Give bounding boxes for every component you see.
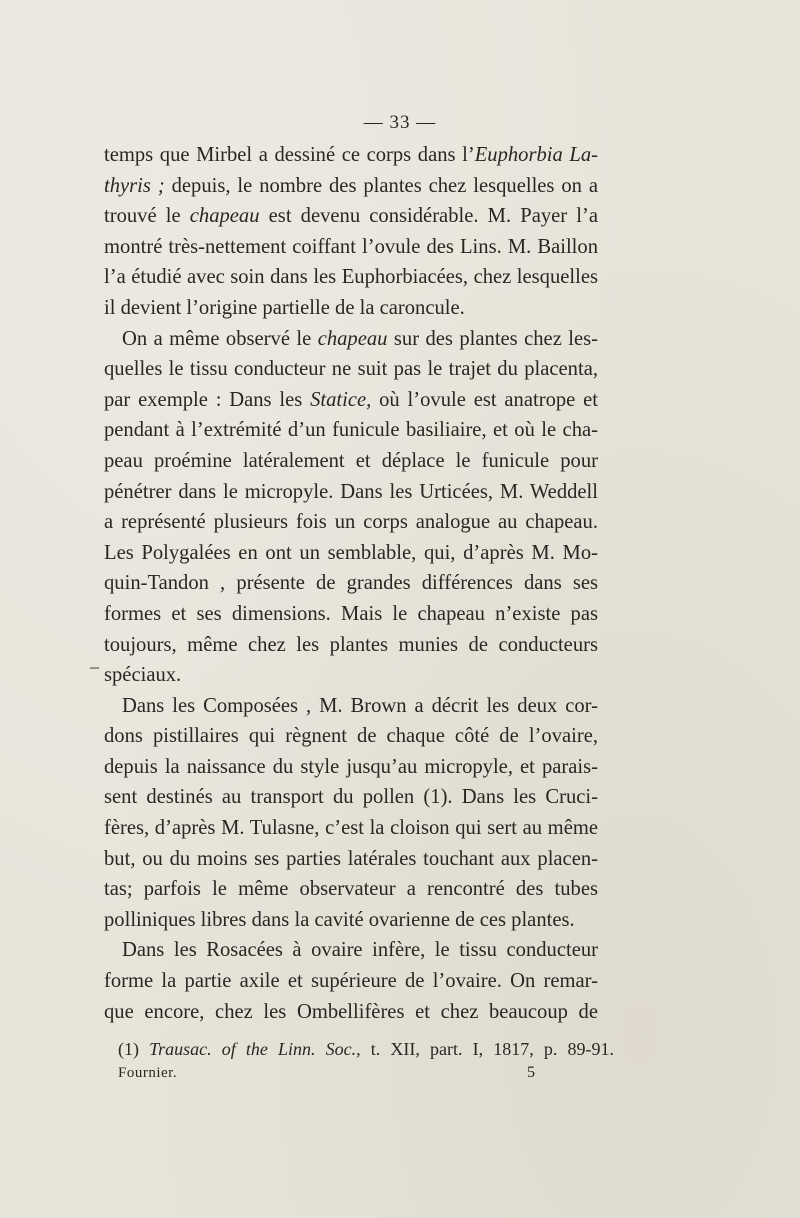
text-line-28: forme la partie axile et supérieure de l’ovaire. On remar- [104,970,598,993]
text-line-9: par exemple : Dans les Statice, où l’ovule est anatrope et [104,388,598,411]
signature-number: 5 [527,1064,535,1081]
text-line-24: but, ou du moins ses parties latérales touchant aux placen- [104,847,598,870]
text-line-5: l’a étudié avec soin dans les Euphorbiacées, chez lesquelles [104,266,598,289]
text-line-25: tas; parfois le même observateur a rencontré des tubes [104,878,598,901]
text-line-17: toujours, même chez les plantes munies de conducteurs [104,633,598,656]
page-number: — 33 — [363,112,437,133]
text-line-27: Dans les Rosacées à ovaire infère, le tissu conducteur [122,939,598,962]
text-line-7: On a même observé le chapeau sur des plantes chez les- [122,327,598,350]
text-line-8: quelles le tissu conducteur ne suit pas le trajet du placenta, [104,358,598,381]
body-text [104,140,598,1027]
text-line-10: pendant à l’extrémité d’un funicule basiliaire, et où le cha- [104,419,598,442]
signature-name: Fournier. [118,1065,178,1081]
text-line-2: thyris ; depuis, le nombre des plantes chez lesquelles on a [104,174,599,197]
text-line-14: Les Polygalées en ont un semblable, qui, d’après M. Mo- [104,541,598,564]
text-line-6: il devient l’origine partielle de la caroncule. [104,296,465,319]
text-line-11: peau proémine latéralement et déplace le funicule pour [104,449,598,472]
text-line-26: polliniques libres dans la cavité ovarienne de ces plantes. [104,908,575,931]
footnote-source: Trausac. of the Linn. Soc., [149,1039,361,1059]
text-line-3: trouvé le chapeau est devenu considérable. M. Payer l’a [104,205,598,228]
text-line-18: spéciaux. [104,664,182,687]
text-line-1: temps que Mirbel a dessiné ce corps dans l’Euphorbia La- [104,144,598,166]
text-line-12: pénétrer dans le micropyle. Dans les Urticées, M. Weddell [104,480,598,503]
stray-mark: _ [90,650,99,670]
text-line-23: fères, d’après M. Tulasne, c’est la cloison qui sert au même [104,817,598,840]
footnote [118,1039,614,1060]
footnote-mark: (1) [118,1039,150,1059]
text-line-22: sent destinés au transport du pollen (1). Dans les Cruci- [104,786,598,809]
text-line-19: Dans les Composées , M. Brown a décrit les deux cor- [122,694,598,717]
text-line-29: que encore, chez les Ombellifères et chez beaucoup de [104,1000,598,1023]
text-line-4: montré très-nettement coiffant l’ovule des Lins. M. Baillon [104,235,598,258]
text-line-21: depuis la naissance du style jusqu’au micropyle, et parais- [104,755,598,778]
footnote-reference: t. XII, part. I, 1817, p. 89-91. [360,1039,614,1059]
text-line-20: dons pistillaires qui règnent de chaque côté de l’ovaire, [104,725,598,748]
text-line-16: formes et ses dimensions. Mais le chapeau n’existe pas [104,602,598,625]
text-line-13: a représenté plusieurs fois un corps analogue au chapeau. [104,511,598,534]
text-line-15: quin-Tandon , présente de grandes différences dans ses [104,572,598,595]
